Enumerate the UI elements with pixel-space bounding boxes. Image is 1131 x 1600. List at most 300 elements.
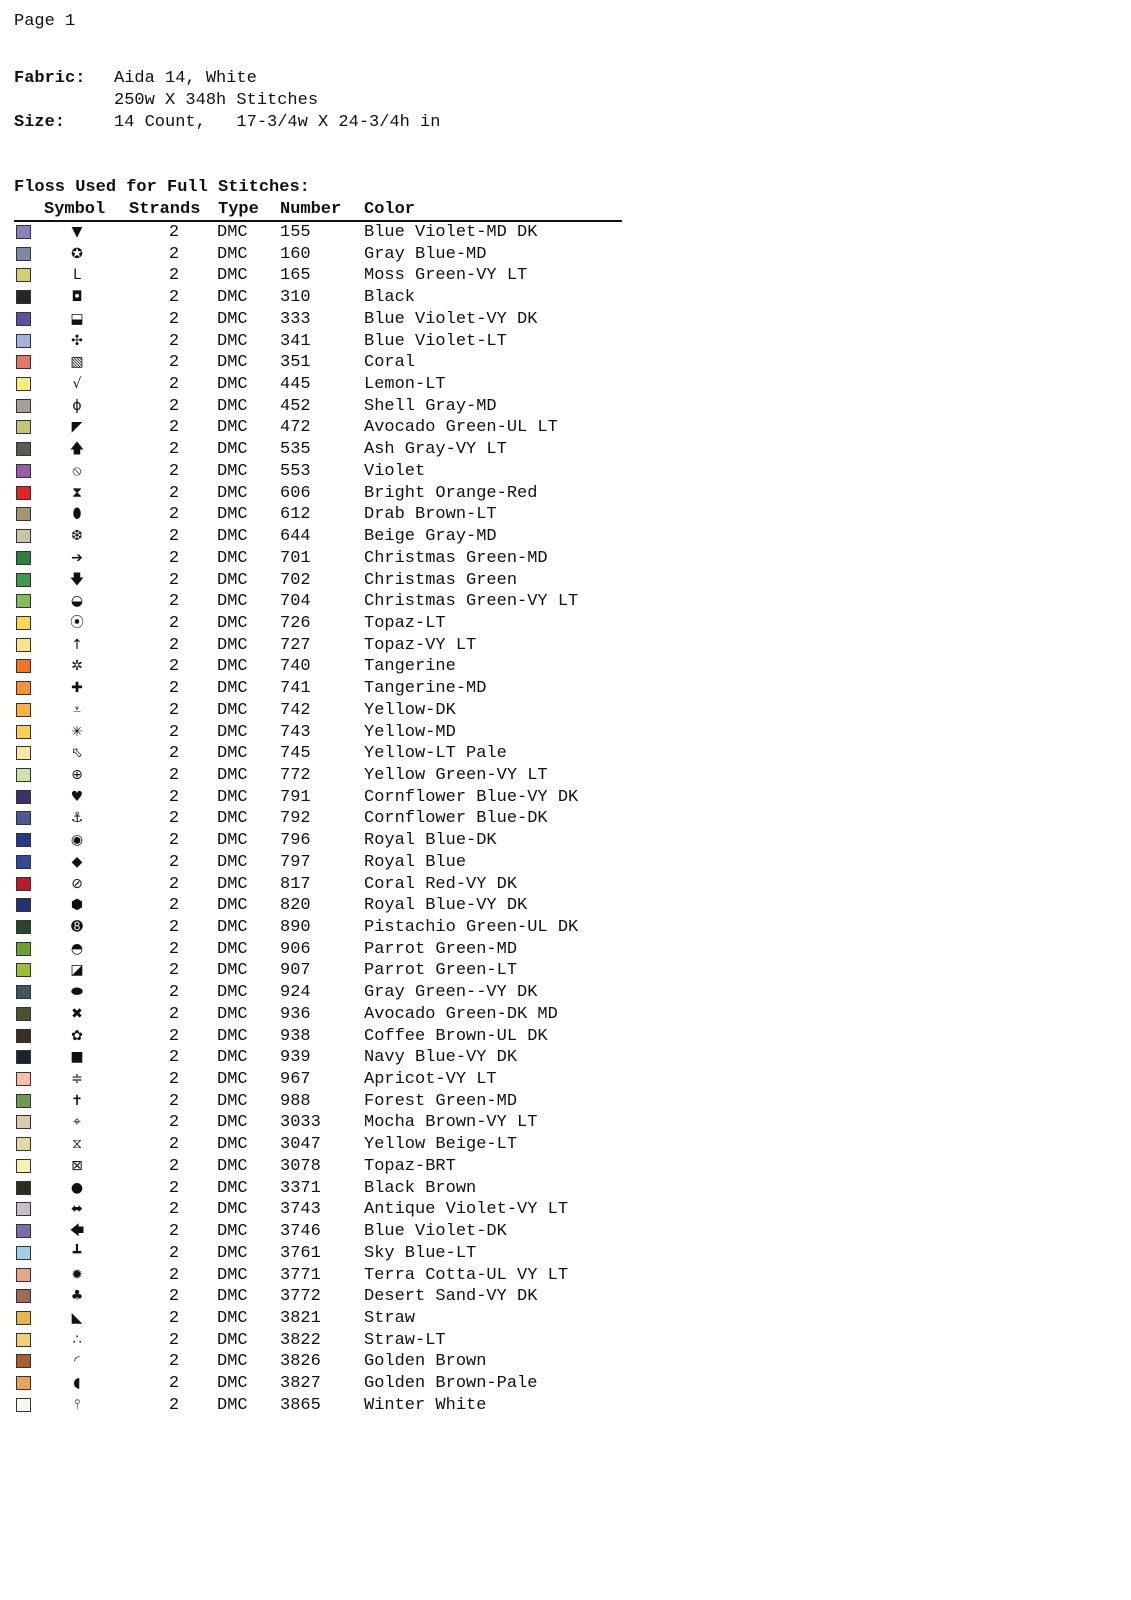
table-row [14,265,622,287]
number-value: 936 [280,1004,311,1024]
color-name: Coral Red-VY DK [364,874,518,894]
number-value: 726 [280,613,311,633]
number-value: 772 [280,765,311,785]
number-value: 727 [280,635,311,655]
number-value: 791 [280,787,311,807]
number-value: 3047 [280,1135,321,1155]
symbol-icon: 🡄 [69,1223,85,1240]
table-row [14,570,622,592]
strands-value: 2 [168,874,180,894]
number-value: 3822 [280,1330,321,1350]
color-name: Tangerine-MD [364,679,487,699]
color-name: Royal Blue-VY DK [364,896,528,916]
strands-value: 2 [168,1265,180,1285]
type-value: DMC [217,1156,248,1176]
symbol-icon: ● [70,1179,84,1196]
table-row [14,1199,622,1221]
number-value: 820 [280,896,311,916]
strands-value: 2 [168,527,180,547]
color-swatch [16,681,31,695]
table-row [14,1330,622,1352]
color-name: Coffee Brown-UL DK [364,1026,548,1046]
color-name: Sky Blue-LT [364,1243,477,1263]
color-swatch [16,1137,31,1151]
type-value: DMC [217,961,248,981]
number-value: 155 [280,223,311,242]
strands-value: 2 [168,787,180,807]
table-row [14,287,622,309]
table-row [14,1265,622,1287]
number-value: 351 [280,353,311,373]
number-value: 310 [280,288,311,308]
number-value: 740 [280,657,311,677]
table-row [14,591,622,613]
number-value: 606 [280,483,311,503]
table-row [14,374,622,396]
number-value: 741 [280,679,311,699]
symbol-icon: ✳ [71,723,83,740]
table-row [14,1134,622,1156]
symbol-icon: ✹ [71,1266,83,1283]
color-name: Winter White [364,1395,487,1415]
strands-value: 2 [168,679,180,699]
color-swatch [16,1115,31,1129]
number-value: 701 [280,548,311,568]
table-row [14,874,622,896]
table-row [14,960,622,982]
number-value: 160 [280,244,311,264]
floss-table [14,199,622,1417]
color-name: Parrot Green-LT [364,961,518,981]
color-name: Royal Blue-DK [364,831,497,851]
color-swatch [16,1333,31,1347]
table-row [14,808,622,830]
table-row [14,1395,622,1417]
number-value: 3821 [280,1308,321,1328]
symbol-icon: ⬮ [72,506,82,523]
strands-value: 2 [168,483,180,503]
type-value: DMC [217,592,248,612]
strands-value: 2 [168,1287,180,1307]
table-row [14,1091,622,1113]
symbol-icon: ⧗ [72,484,82,501]
color-name: Topaz-LT [364,613,446,633]
symbol-icon: ▼ [71,224,83,240]
symbol-icon: ✲ [71,658,83,675]
color-swatch [16,1072,31,1086]
table-row [14,1286,622,1308]
color-swatch [16,1007,31,1021]
fabric-row [14,68,440,90]
type-value: DMC [217,657,248,677]
strands-value: 2 [168,700,180,720]
symbol-icon: ⊘ [71,875,83,892]
color-name: Violet [364,461,426,481]
type-value: DMC [217,1222,248,1242]
table-row [14,895,622,917]
color-swatch [16,833,31,847]
color-name: Avocado Green-DK MD [364,1004,558,1024]
number-value: 3743 [280,1200,321,1220]
symbol-icon: ⫯ [73,1396,81,1413]
symbol-icon: ⦿ [70,614,84,631]
number-value: 341 [280,331,311,351]
table-row [14,743,622,765]
strands-value: 2 [168,266,180,286]
strands-value: 2 [168,331,180,351]
type-value: DMC [217,331,248,351]
number-value: 743 [280,722,311,742]
color-name: Golden Brown-Pale [364,1374,538,1394]
type-value: DMC [217,461,248,481]
symbol-icon: ✚ [71,680,83,697]
strands-value: 2 [168,1026,180,1046]
color-swatch [16,985,31,999]
color-name: Blue Violet-LT [364,331,507,351]
color-swatch [16,1376,31,1390]
table-row [14,765,622,787]
strands-value: 2 [168,1200,180,1220]
table-row [14,1243,622,1265]
number-value: 3772 [280,1287,321,1307]
header-color: Color [364,200,416,219]
number-value: 644 [280,527,311,547]
table-row [14,700,622,722]
strands-value: 2 [168,983,180,1003]
table-row [14,1004,622,1026]
color-swatch [16,768,31,782]
table-row [14,1221,622,1243]
symbol-icon: ◤ [71,419,83,436]
type-value: DMC [217,679,248,699]
size-value: 14 Count, 17-3/4w X 24-3/4h in [114,113,441,132]
symbol-icon: ◘ [71,289,83,306]
number-value: 796 [280,831,311,851]
type-value: DMC [217,570,248,590]
color-swatch [16,268,31,282]
type-value: DMC [217,1048,248,1068]
type-value: DMC [217,831,248,851]
strands-value: 2 [168,461,180,481]
number-value: 967 [280,1070,311,1090]
color-name: Straw-LT [364,1330,446,1350]
strands-value: 2 [168,288,180,308]
type-value: DMC [217,983,248,1003]
type-value: DMC [217,1091,248,1111]
color-swatch [16,312,31,326]
symbol-icon: ⬓ [70,310,84,327]
type-value: DMC [217,896,248,916]
number-value: 988 [280,1091,311,1111]
symbol-icon: ◣ [71,1309,83,1326]
color-swatch [16,1246,31,1260]
table-row [14,982,622,1004]
table-row [14,1351,622,1373]
number-value: 745 [280,744,311,764]
strands-value: 2 [168,657,180,677]
color-swatch [16,486,31,500]
color-name: Black [364,288,416,308]
color-swatch [16,551,31,565]
table-row [14,461,622,483]
type-value: DMC [217,309,248,329]
number-value: 924 [280,983,311,1003]
strands-value: 2 [168,961,180,981]
table-row [14,917,622,939]
number-value: 612 [280,505,311,525]
number-value: 704 [280,592,311,612]
color-name: Christmas Green-VY LT [364,592,579,612]
color-name: Yellow Green-VY LT [364,765,548,785]
color-name: Cornflower Blue-VY DK [364,787,579,807]
symbol-icon: ◪ [70,962,84,979]
table-row [14,1047,622,1069]
color-name: Gray Blue-MD [364,244,487,264]
number-value: 792 [280,809,311,829]
symbol-icon: ■ [70,1049,84,1066]
number-value: 472 [280,418,311,438]
type-value: DMC [217,440,248,460]
color-swatch [16,659,31,673]
floss-table-header [14,199,622,222]
color-name: Golden Brown [364,1352,487,1372]
type-value: DMC [217,548,248,568]
symbol-icon: ◖ [73,1375,81,1392]
color-swatch [16,1354,31,1368]
strands-value: 2 [168,244,180,264]
color-name: Yellow-MD [364,722,456,742]
strands-value: 2 [168,1004,180,1024]
type-value: DMC [217,418,248,438]
stitches-value: 250w X 348h Stitches [114,91,319,110]
color-swatch [16,247,31,261]
table-row [14,635,622,657]
table-row [14,1308,622,1330]
color-name: Parrot Green-MD [364,939,518,959]
type-value: DMC [217,1113,248,1133]
color-swatch [16,377,31,391]
table-row [14,1156,622,1178]
type-value: DMC [217,635,248,655]
color-swatch [16,1398,31,1412]
color-name: Cornflower Blue-DK [364,809,548,829]
table-row [14,483,622,505]
color-swatch [16,334,31,348]
table-row [14,417,622,439]
table-row [14,1026,622,1048]
type-value: DMC [217,613,248,633]
color-swatch [16,1159,31,1173]
strands-value: 2 [168,396,180,416]
strands-value: 2 [168,744,180,764]
table-row [14,1069,622,1091]
color-swatch [16,963,31,977]
header-type: Type [218,200,259,219]
symbol-icon: ↑ [71,636,83,653]
size-row [14,112,440,134]
table-row [14,830,622,852]
strands-value: 2 [168,896,180,916]
type-value: DMC [217,1287,248,1307]
color-swatch [16,1268,31,1282]
color-name: Royal Blue [364,852,467,872]
type-value: DMC [217,1135,248,1155]
strands-value: 2 [168,939,180,959]
strands-value: 2 [168,309,180,329]
symbol-icon: L [73,267,81,284]
color-swatch [16,703,31,717]
strands-value: 2 [168,1352,180,1372]
strands-value: 2 [168,1048,180,1068]
symbol-icon: ⬌ [71,1201,83,1218]
symbol-icon: ▧ [70,354,84,371]
color-swatch [16,942,31,956]
color-name: Topaz-VY LT [364,635,477,655]
number-value: 797 [280,852,311,872]
type-value: DMC [217,874,248,894]
type-value: DMC [217,787,248,807]
color-name: Black Brown [364,1178,477,1198]
color-swatch [16,746,31,760]
symbol-icon: 🡇 [69,571,85,588]
strands-value: 2 [168,1222,180,1242]
strands-value: 2 [168,353,180,373]
strands-value: 2 [168,635,180,655]
type-value: DMC [217,1308,248,1328]
number-value: 3761 [280,1243,321,1263]
color-name: Forest Green-MD [364,1091,518,1111]
color-swatch [16,355,31,369]
color-name: Christmas Green-MD [364,548,548,568]
table-row [14,222,622,244]
symbol-icon: ➑ [71,919,83,935]
type-value: DMC [217,765,248,785]
color-swatch [16,616,31,630]
color-name: Blue Violet-MD DK [364,223,538,242]
color-name: Mocha Brown-VY LT [364,1113,538,1133]
number-value: 3826 [280,1352,321,1372]
symbol-icon: ⬬ [71,984,83,1001]
color-name: Yellow-LT Pale [364,744,507,764]
table-row [14,852,622,874]
floss-table-body [14,222,622,1417]
symbol-icon: 🡅 [69,441,85,458]
number-value: 333 [280,309,311,329]
strands-value: 2 [168,375,180,395]
size-label: Size: [14,113,66,132]
table-row [14,548,622,570]
color-name: Lemon-LT [364,375,446,395]
color-swatch [16,225,31,239]
color-name: Blue Violet-VY DK [364,309,538,329]
strands-value: 2 [168,831,180,851]
table-row [14,656,622,678]
symbol-icon: ◒ [70,593,84,610]
number-value: 3827 [280,1374,321,1394]
color-swatch [16,1289,31,1303]
type-value: DMC [217,1374,248,1394]
type-value: DMC [217,288,248,308]
type-value: DMC [217,375,248,395]
color-swatch [16,573,31,587]
fabric-value: Aida 14, White [114,69,257,88]
symbol-icon: ◓ [70,940,84,957]
number-value: 3078 [280,1156,321,1176]
color-swatch [16,399,31,413]
number-value: 742 [280,700,311,720]
stitches-row [14,90,440,112]
strands-value: 2 [168,613,180,633]
table-row [14,396,622,418]
table-row [14,1373,622,1395]
symbol-icon: ◜ [74,1353,80,1370]
color-name: Pistachio Green-UL DK [364,918,579,937]
page-label: Page 1 [14,12,76,31]
table-row [14,787,622,809]
table-row [14,678,622,700]
number-value: 3746 [280,1222,321,1242]
strands-value: 2 [168,570,180,590]
strands-value: 2 [168,418,180,438]
symbol-icon: ⊕ [71,766,83,783]
number-value: 3771 [280,1265,321,1285]
color-name: Desert Sand-VY DK [364,1287,538,1307]
color-swatch [16,877,31,891]
number-value: 817 [280,874,311,894]
number-value: 445 [280,375,311,395]
type-value: DMC [217,1178,248,1198]
symbol-icon: ⩡ [73,701,81,718]
table-row [14,504,622,526]
strands-value: 2 [168,1178,180,1198]
strands-value: 2 [168,1395,180,1415]
number-value: 452 [280,396,311,416]
symbol-icon: ◉ [70,832,84,849]
strands-value: 2 [168,1330,180,1350]
type-value: DMC [217,266,248,286]
strands-value: 2 [168,809,180,829]
table-row [14,722,622,744]
table-row [14,1178,622,1200]
strands-value: 2 [168,1243,180,1263]
symbol-icon: ✿ [71,1027,83,1044]
color-name: Yellow Beige-LT [364,1135,518,1155]
color-name: Coral [364,353,416,373]
type-value: DMC [217,483,248,503]
color-swatch [16,529,31,543]
symbol-icon: ⬢ [70,897,84,914]
color-swatch [16,855,31,869]
number-value: 890 [280,918,311,937]
strands-value: 2 [168,918,180,937]
color-swatch [16,507,31,521]
color-name: Shell Gray-MD [364,396,497,416]
table-row [14,244,622,266]
type-value: DMC [217,744,248,764]
header-number: Number [280,200,342,219]
type-value: DMC [217,1026,248,1046]
color-swatch [16,420,31,434]
symbol-icon: ➔ [71,549,83,566]
type-value: DMC [217,939,248,959]
color-swatch [16,1050,31,1064]
type-value: DMC [217,1070,248,1090]
symbol-icon: ◆ [71,853,83,870]
type-value: DMC [217,1265,248,1285]
number-value: 3865 [280,1395,321,1415]
strands-value: 2 [168,1113,180,1133]
color-name: Gray Green--VY DK [364,983,538,1003]
